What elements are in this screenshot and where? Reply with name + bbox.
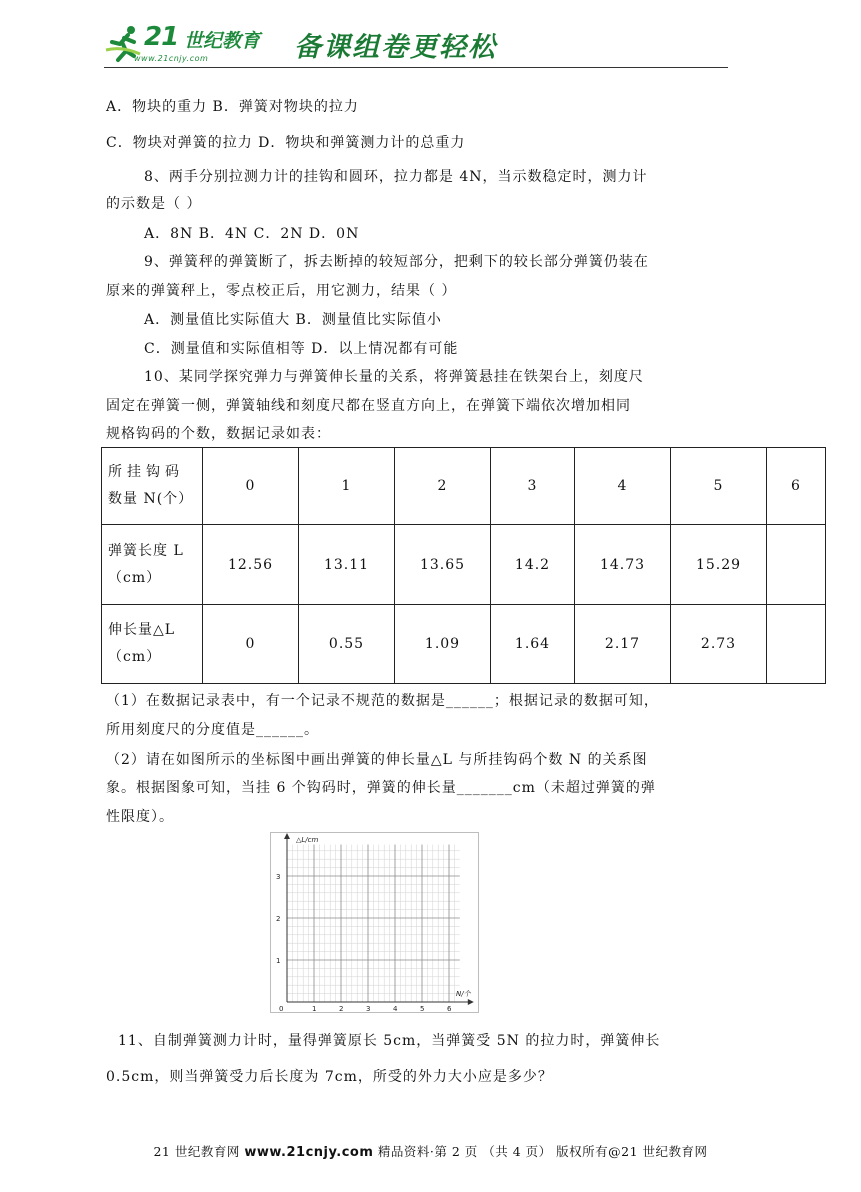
table-cell: 15.29 [671, 525, 767, 605]
x-tick-label: 5 [420, 1005, 425, 1013]
y-tick-label: 3 [276, 873, 281, 881]
q10-sub1-line1: （1）在数据记录表中，有一个记录不规范的数据是______；根据记录的数据可知， [106, 693, 659, 709]
row-head-count [102, 448, 203, 525]
table-cell [767, 605, 826, 684]
table-cell: 2.73 [671, 605, 767, 684]
q9-stem-line2: 原来的弹簧秤上，零点校正后，用它测力，结果（ ） [106, 283, 457, 299]
x-tick-label: 3 [366, 1005, 371, 1013]
q9-stem-line1: 9、弹簧秤的弹簧断了，拆去断掉的较短部分，把剩下的较长部分弹簧仍装在 [144, 254, 649, 270]
table-cell: 2.17 [575, 605, 671, 684]
q10-sub1-line2: 所用刻度尺的分度值是______。 [106, 722, 319, 738]
row-head-line: （cm） [108, 569, 162, 586]
brand-number: 21 [144, 22, 179, 52]
table-cell: 0 [203, 605, 299, 684]
q10-stem-line3: 规格钩码的个数，数据记录如表： [106, 426, 331, 442]
table-cell: 13.65 [395, 525, 491, 605]
y-axis-label: △L/cm [296, 836, 319, 844]
footer-site-url[interactable]: www.21cnjy.com [244, 1145, 374, 1160]
table-cell: 12.56 [203, 525, 299, 605]
x-tick-label: 1 [312, 1005, 317, 1013]
q10-sub2-line1: （2）请在如图所示的坐标图中画出弹簧的伸长量△L 与所挂钩码个数 N 的关系图 [106, 752, 648, 768]
coordinate-graph [270, 832, 480, 1014]
q9-options-line1: A．测量值比实际值大 B．测量值比实际值小 [144, 312, 442, 328]
q8-options: A．8N B．4N C．2N D．0N [144, 226, 360, 242]
graph-frame [271, 833, 479, 1013]
x-tick-label: 0 [279, 1005, 284, 1013]
table-cell: 0 [203, 448, 299, 525]
footer-site-name: 21 世纪教育网 [153, 1144, 240, 1159]
table-cell: 1.64 [491, 605, 575, 684]
header-rule [104, 67, 728, 68]
q7-options-line1: A．物块的重力 B．弹簧对物块的拉力 [106, 99, 359, 115]
q10-sub2-line2: 象。根据图象可知，当挂 6 个钩码时，弹簧的伸长量_______cm（未超过弹簧的弹 [106, 780, 656, 796]
row-head-line: 所挂钩码 [108, 464, 184, 480]
table-cell [767, 525, 826, 605]
table-cell: 1 [299, 448, 395, 525]
x-tick-label: 6 [447, 1005, 452, 1013]
x-tick-label: 2 [339, 1005, 344, 1013]
row-head-length [102, 525, 203, 605]
q8-stem-line2: 的示数是（ ） [106, 196, 202, 212]
y-tick-label: 2 [276, 915, 281, 923]
page-header [104, 22, 728, 72]
table-cell: 0.55 [299, 605, 395, 684]
table-cell: 5 [671, 448, 767, 525]
header-slogan: 备课组卷更轻松 [294, 32, 497, 63]
brand-name: 世纪教育 [184, 30, 261, 52]
q9-options-line2: C．测量值和实际值相等 D．以上情况都有可能 [144, 341, 459, 357]
x-axis-label: N/个 [456, 990, 471, 998]
table-cell: 14.73 [575, 525, 671, 605]
q10-stem-line2: 固定在弹簧一侧，弹簧轴线和刻度尺都在竖直方向上，在弹簧下端依次增加相同 [106, 398, 631, 414]
table-row [102, 448, 826, 525]
table-cell: 1.09 [395, 605, 491, 684]
q10-sub2-line3: 性限度）。 [106, 809, 174, 825]
table-row [102, 605, 826, 684]
table-cell: 14.2 [491, 525, 575, 605]
table-row [102, 525, 826, 605]
table-cell: 4 [575, 448, 671, 525]
q10-stem-line1: 10、某同学探究弹力与弹簧伸长量的关系，将弹簧悬挂在铁架台上，刻度尺 [144, 369, 644, 385]
brand-url: www.21cnjy.com [134, 54, 209, 63]
row-head-line: 伸长量△L [108, 622, 176, 638]
page-footer [0, 1142, 861, 1160]
q7-options-line2: C．物块对弹簧的拉力 D．物块和弹簧测力计的总重力 [106, 135, 466, 151]
table-cell: 3 [491, 448, 575, 525]
row-head-extension [102, 605, 203, 684]
q8-stem-line1: 8、两手分别拉测力计的挂钩和圆环，拉力都是 4N，当示数稳定时，测力计 [144, 169, 648, 185]
row-head-line: 数量 N(个） [108, 491, 194, 507]
y-tick-label: 1 [276, 957, 281, 965]
row-head-line: （cm） [108, 649, 162, 665]
data-table [101, 447, 826, 684]
footer-page-info: 精品资料·第 2 页 （共 4 页） 版权所有@21 世纪教育网 [377, 1144, 708, 1159]
table-cell: 13.11 [299, 525, 395, 605]
table-cell: 6 [767, 448, 826, 525]
table-cell: 2 [395, 448, 491, 525]
q11-line2: 0.5cm，则当弹簧受力后长度为 7cm，所受的外力大小应是多少？ [106, 1069, 553, 1085]
x-tick-label: 4 [393, 1005, 398, 1013]
row-head-line: 弹簧长度 L [108, 542, 184, 559]
q11-line1: 11、自制弹簧测力计时，量得弹簧原长 5cm，当弹簧受 5N 的拉力时，弹簧伸长 [118, 1033, 661, 1049]
